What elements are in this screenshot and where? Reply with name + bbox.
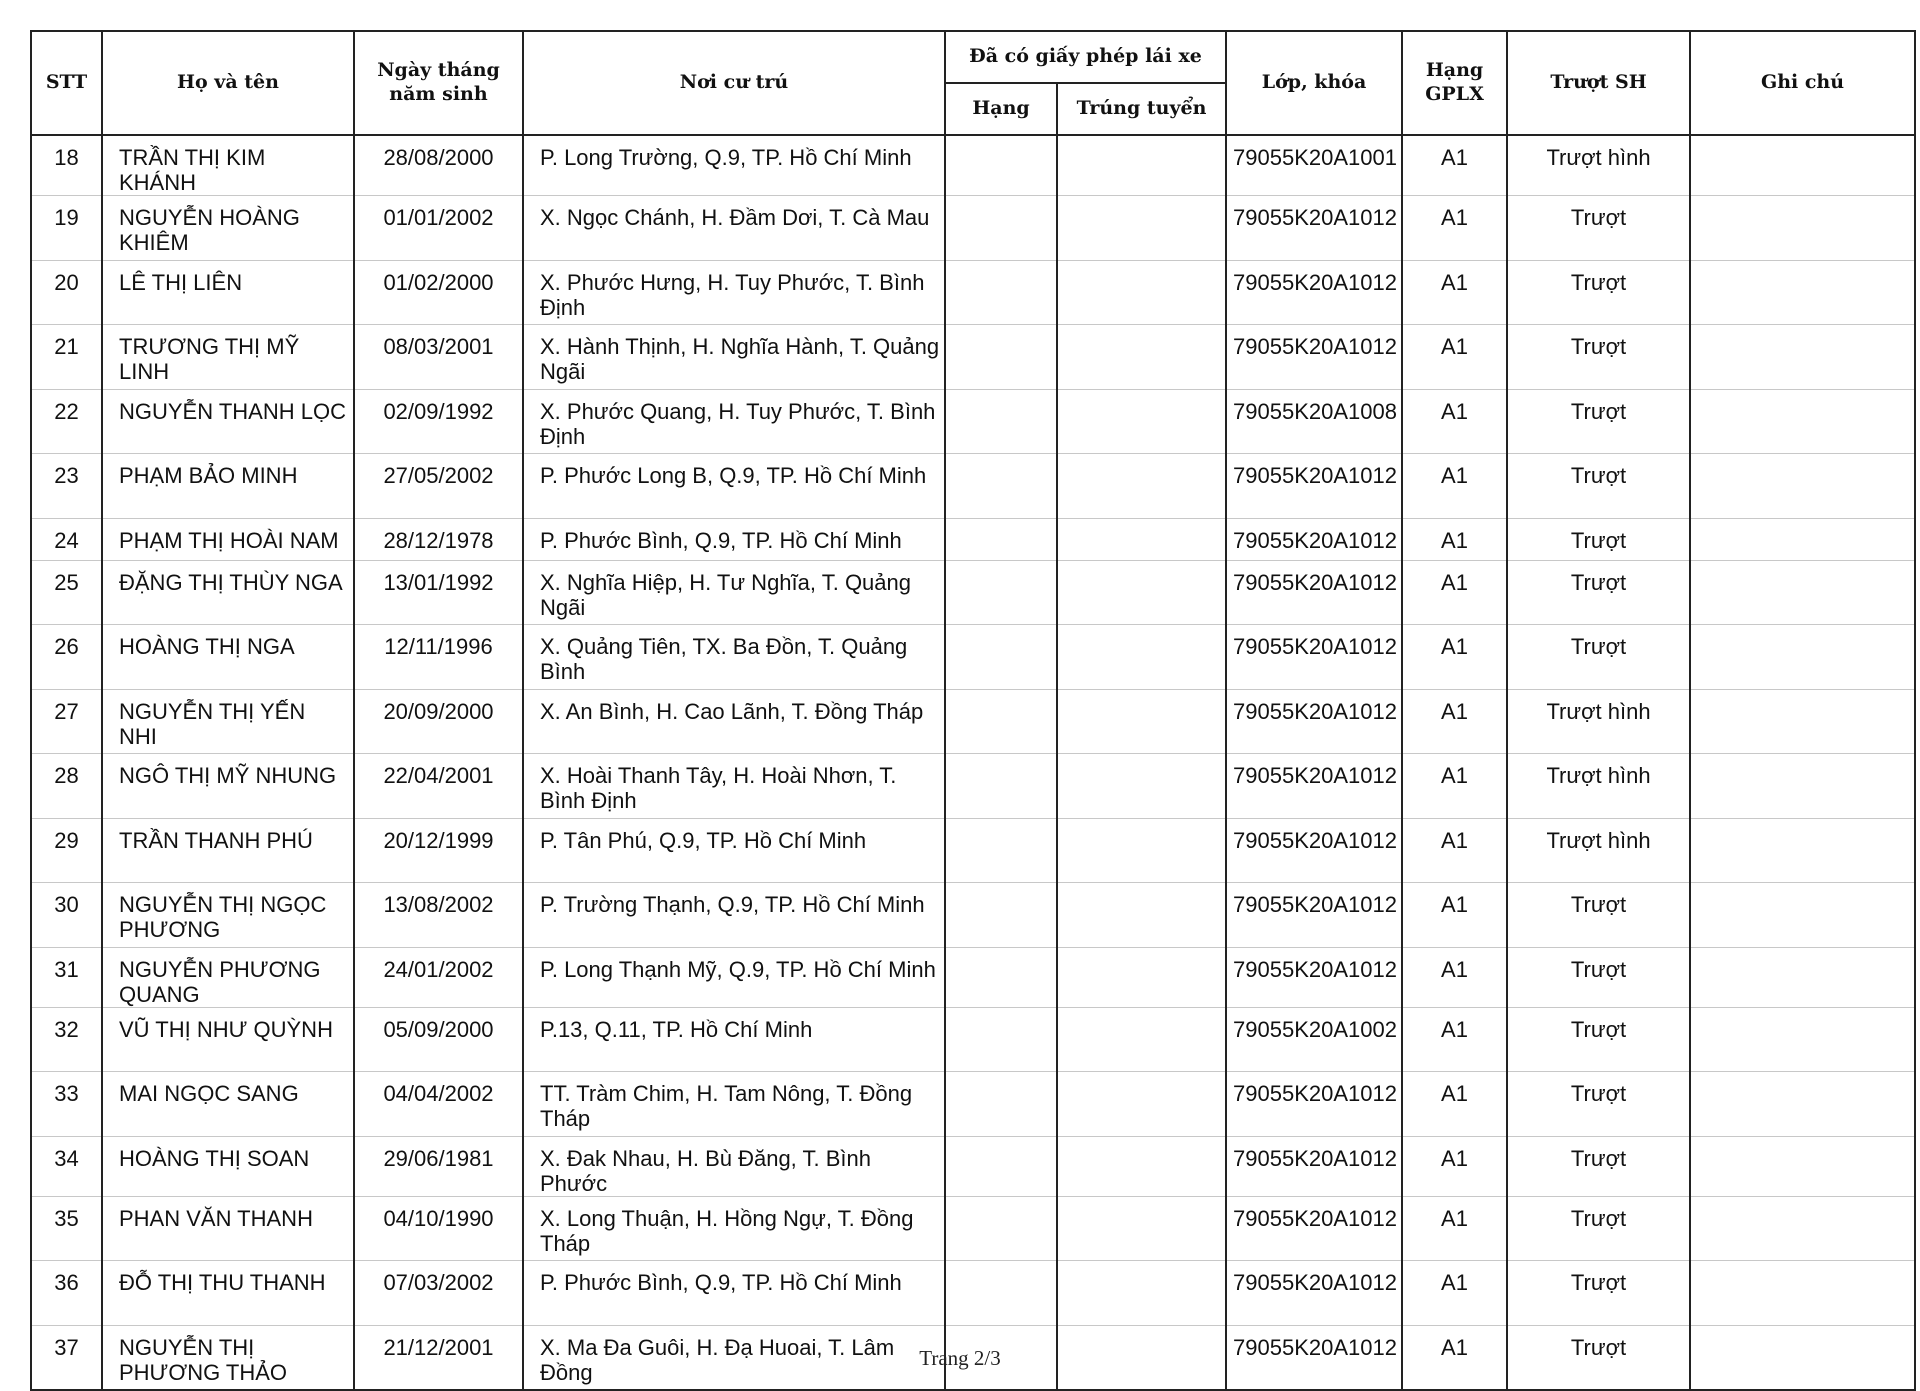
cell-address: X. Ma Đa Guôi, H. Đạ Huoai, T. Lâm Đồng: [523, 1325, 945, 1390]
cell-course: 79055K20A1012: [1226, 625, 1402, 690]
table-body: [31, 135, 1915, 1390]
cell-note: [1690, 454, 1915, 519]
cell-dob: 01/01/2002: [354, 196, 523, 261]
cell-result: Trượt hình: [1507, 818, 1690, 883]
cell-gplx-class: A1: [1402, 1261, 1507, 1326]
cell-note: [1690, 389, 1915, 454]
table-row: [31, 389, 1915, 454]
cell-license-passed: [1057, 1136, 1226, 1196]
cell-result: Trượt: [1507, 1325, 1690, 1390]
table-row: [31, 454, 1915, 519]
cell-stt: 19: [31, 196, 102, 261]
cell-dob: 12/11/1996: [354, 625, 523, 690]
cell-gplx-class: A1: [1402, 260, 1507, 325]
cell-license-class: [945, 389, 1057, 454]
cell-course: 79055K20A1012: [1226, 560, 1402, 625]
cell-stt: 21: [31, 325, 102, 390]
cell-license-class: [945, 325, 1057, 390]
cell-license-passed: [1057, 1007, 1226, 1072]
cell-address: X. Long Thuận, H. Hồng Ngự, T. Đồng Tháp: [523, 1196, 945, 1261]
cell-gplx-class: A1: [1402, 754, 1507, 819]
header-result: Trượt SH: [1507, 31, 1690, 135]
cell-license-passed: [1057, 754, 1226, 819]
cell-gplx-class: A1: [1402, 196, 1507, 261]
cell-dob: 28/08/2000: [354, 135, 523, 196]
cell-license-passed: [1057, 260, 1226, 325]
cell-dob: 22/04/2001: [354, 754, 523, 819]
cell-dob: 21/12/2001: [354, 1325, 523, 1390]
cell-license-class: [945, 625, 1057, 690]
cell-course: 79055K20A1001: [1226, 135, 1402, 196]
cell-license-passed: [1057, 196, 1226, 261]
cell-gplx-class: A1: [1402, 1072, 1507, 1137]
cell-result: Trượt: [1507, 560, 1690, 625]
cell-license-passed: [1057, 560, 1226, 625]
cell-name: NGÔ THỊ MỸ NHUNG: [102, 754, 354, 819]
table-row: [31, 1261, 1915, 1326]
cell-license-class: [945, 689, 1057, 754]
cell-address: TT. Tràm Chim, H. Tam Nông, T. Đồng Tháp: [523, 1072, 945, 1137]
header-license-passed: Trúng tuyển: [1057, 83, 1226, 135]
cell-name: NGUYỄN PHƯƠNG QUANG: [102, 947, 354, 1007]
cell-note: [1690, 883, 1915, 948]
cell-course: 79055K20A1012: [1226, 518, 1402, 560]
cell-result: Trượt: [1507, 883, 1690, 948]
cell-dob: 07/03/2002: [354, 1261, 523, 1326]
cell-note: [1690, 518, 1915, 560]
table-row: [31, 754, 1915, 819]
page-number: Trang 2/3: [919, 1346, 1001, 1370]
cell-note: [1690, 947, 1915, 1007]
cell-stt: 24: [31, 518, 102, 560]
cell-stt: 22: [31, 389, 102, 454]
cell-address: X. Quảng Tiên, TX. Ba Đồn, T. Quảng Bình: [523, 625, 945, 690]
cell-name: VŨ THỊ NHƯ QUỲNH: [102, 1007, 354, 1072]
cell-stt: 33: [31, 1072, 102, 1137]
cell-name: ĐẶNG THỊ THÙY NGA: [102, 560, 354, 625]
cell-license-class: [945, 135, 1057, 196]
cell-course: 79055K20A1012: [1226, 689, 1402, 754]
cell-gplx-class: A1: [1402, 1325, 1507, 1390]
cell-course: 79055K20A1012: [1226, 325, 1402, 390]
cell-address: X. Hành Thịnh, H. Nghĩa Hành, T. Quảng Ngãi: [523, 325, 945, 390]
cell-address: P. Long Trường, Q.9, TP. Hồ Chí Minh: [523, 135, 945, 196]
table-row: [31, 196, 1915, 261]
cell-result: Trượt: [1507, 518, 1690, 560]
cell-address: X. An Bình, H. Cao Lãnh, T. Đồng Tháp: [523, 689, 945, 754]
table-row: [31, 1072, 1915, 1137]
cell-result: Trượt: [1507, 260, 1690, 325]
cell-license-passed: [1057, 689, 1226, 754]
cell-note: [1690, 1261, 1915, 1326]
cell-address: P.13, Q.11, TP. Hồ Chí Minh: [523, 1007, 945, 1072]
header-address: Nơi cư trú: [523, 31, 945, 135]
cell-dob: 01/02/2000: [354, 260, 523, 325]
cell-note: [1690, 1136, 1915, 1196]
cell-note: [1690, 135, 1915, 196]
cell-result: Trượt: [1507, 389, 1690, 454]
table-row: [31, 883, 1915, 948]
cell-license-class: [945, 560, 1057, 625]
cell-stt: 34: [31, 1136, 102, 1196]
cell-result: Trượt: [1507, 1072, 1690, 1137]
cell-address: P. Tân Phú, Q.9, TP. Hồ Chí Minh: [523, 818, 945, 883]
cell-license-class: [945, 1261, 1057, 1326]
cell-stt: 30: [31, 883, 102, 948]
cell-name: PHẠM THỊ HOÀI NAM: [102, 518, 354, 560]
cell-gplx-class: A1: [1402, 560, 1507, 625]
cell-result: Trượt: [1507, 625, 1690, 690]
cell-gplx-class: A1: [1402, 518, 1507, 560]
cell-result: Trượt: [1507, 1196, 1690, 1261]
document-page: [30, 30, 1914, 1391]
header-name: Họ và tên: [102, 31, 354, 135]
cell-address: X. Phước Hưng, H. Tuy Phước, T. Bình Định: [523, 260, 945, 325]
cell-dob: 04/04/2002: [354, 1072, 523, 1137]
cell-stt: 23: [31, 454, 102, 519]
cell-license-class: [945, 454, 1057, 519]
cell-dob: 24/01/2002: [354, 947, 523, 1007]
cell-license-class: [945, 518, 1057, 560]
cell-stt: 28: [31, 754, 102, 819]
cell-gplx-class: A1: [1402, 389, 1507, 454]
cell-course: 79055K20A1012: [1226, 196, 1402, 261]
cell-note: [1690, 754, 1915, 819]
table-row: [31, 1136, 1915, 1196]
cell-license-class: [945, 260, 1057, 325]
cell-stt: 37: [31, 1325, 102, 1390]
cell-name: PHAN VĂN THANH: [102, 1196, 354, 1261]
cell-dob: 04/10/1990: [354, 1196, 523, 1261]
cell-license-class: [945, 947, 1057, 1007]
cell-course: 79055K20A1012: [1226, 818, 1402, 883]
cell-note: [1690, 818, 1915, 883]
table-header: [31, 31, 1915, 135]
cell-gplx-class: A1: [1402, 135, 1507, 196]
header-course: Lớp, khóa: [1226, 31, 1402, 135]
table-row: [31, 260, 1915, 325]
cell-result: Trượt: [1507, 196, 1690, 261]
table-row: [31, 135, 1915, 196]
cell-note: [1690, 1072, 1915, 1137]
cell-license-passed: [1057, 883, 1226, 948]
cell-course: 79055K20A1012: [1226, 454, 1402, 519]
cell-name: NGUYỄN THỊ YẾN NHI: [102, 689, 354, 754]
cell-name: TRƯƠNG THỊ MỸ LINH: [102, 325, 354, 390]
cell-course: 79055K20A1012: [1226, 947, 1402, 1007]
cell-license-passed: [1057, 1196, 1226, 1261]
cell-result: Trượt hình: [1507, 135, 1690, 196]
cell-stt: 31: [31, 947, 102, 1007]
cell-license-passed: [1057, 947, 1226, 1007]
cell-dob: 20/12/1999: [354, 818, 523, 883]
cell-dob: 02/09/1992: [354, 389, 523, 454]
cell-result: Trượt: [1507, 454, 1690, 519]
cell-license-class: [945, 196, 1057, 261]
cell-result: Trượt: [1507, 1261, 1690, 1326]
cell-dob: 28/12/1978: [354, 518, 523, 560]
cell-license-passed: [1057, 389, 1226, 454]
cell-name: HOÀNG THỊ SOAN: [102, 1136, 354, 1196]
cell-note: [1690, 560, 1915, 625]
cell-course: 79055K20A1012: [1226, 1196, 1402, 1261]
cell-name: MAI NGỌC SANG: [102, 1072, 354, 1137]
cell-result: Trượt hình: [1507, 689, 1690, 754]
cell-course: 79055K20A1012: [1226, 1261, 1402, 1326]
header-stt: STT: [31, 31, 102, 135]
cell-license-class: [945, 1196, 1057, 1261]
cell-gplx-class: A1: [1402, 1007, 1507, 1072]
cell-note: [1690, 1196, 1915, 1261]
header-license-group: Đã có giấy phép lái xe: [945, 31, 1226, 83]
cell-gplx-class: A1: [1402, 625, 1507, 690]
cell-address: P. Phước Bình, Q.9, TP. Hồ Chí Minh: [523, 1261, 945, 1326]
cell-name: ĐỖ THỊ THU THANH: [102, 1261, 354, 1326]
cell-dob: 20/09/2000: [354, 689, 523, 754]
cell-address: P. Phước Long B, Q.9, TP. Hồ Chí Minh: [523, 454, 945, 519]
cell-license-class: [945, 1007, 1057, 1072]
header-license-class: Hạng: [945, 83, 1057, 135]
table-row: [31, 689, 1915, 754]
cell-name: NGUYỄN THỊ PHƯƠNG THẢO: [102, 1325, 354, 1390]
cell-address: X. Hoài Thanh Tây, H. Hoài Nhơn, T. Bình Định: [523, 754, 945, 819]
table-row: [31, 625, 1915, 690]
cell-gplx-class: A1: [1402, 454, 1507, 519]
cell-dob: 27/05/2002: [354, 454, 523, 519]
table-row: [31, 1196, 1915, 1261]
cell-gplx-class: A1: [1402, 325, 1507, 390]
cell-address: X. Nghĩa Hiệp, H. Tư Nghĩa, T. Quảng Ngãi: [523, 560, 945, 625]
cell-license-passed: [1057, 625, 1226, 690]
cell-license-passed: [1057, 325, 1226, 390]
cell-course: 79055K20A1008: [1226, 389, 1402, 454]
cell-note: [1690, 625, 1915, 690]
cell-course: 79055K20A1012: [1226, 1136, 1402, 1196]
table-row: [31, 1007, 1915, 1072]
cell-name: TRẦN THỊ KIM KHÁNH: [102, 135, 354, 196]
cell-address: X. Ngọc Chánh, H. Đầm Dơi, T. Cà Mau: [523, 196, 945, 261]
header-note: Ghi chú: [1690, 31, 1915, 135]
cell-result: Trượt: [1507, 325, 1690, 390]
cell-note: [1690, 325, 1915, 390]
cell-license-class: [945, 818, 1057, 883]
cell-stt: 27: [31, 689, 102, 754]
cell-stt: 35: [31, 1196, 102, 1261]
cell-name: PHẠM BẢO MINH: [102, 454, 354, 519]
cell-dob: 08/03/2001: [354, 325, 523, 390]
cell-address: P. Phước Bình, Q.9, TP. Hồ Chí Minh: [523, 518, 945, 560]
cell-course: 79055K20A1012: [1226, 1325, 1402, 1390]
cell-stt: 26: [31, 625, 102, 690]
cell-result: Trượt hình: [1507, 754, 1690, 819]
cell-name: NGUYỄN HOÀNG KHIÊM: [102, 196, 354, 261]
cell-dob: 29/06/1981: [354, 1136, 523, 1196]
cell-stt: 29: [31, 818, 102, 883]
cell-note: [1690, 1007, 1915, 1072]
table-row: [31, 818, 1915, 883]
cell-license-passed: [1057, 1261, 1226, 1326]
table-row: [31, 560, 1915, 625]
cell-address: X. Phước Quang, H. Tuy Phước, T. Bình Định: [523, 389, 945, 454]
table-row: [31, 947, 1915, 1007]
header-dob: Ngày tháng năm sinh: [354, 31, 523, 135]
cell-gplx-class: A1: [1402, 818, 1507, 883]
cell-license-passed: [1057, 454, 1226, 519]
cell-gplx-class: A1: [1402, 883, 1507, 948]
cell-gplx-class: A1: [1402, 947, 1507, 1007]
cell-license-class: [945, 754, 1057, 819]
cell-result: Trượt: [1507, 947, 1690, 1007]
cell-gplx-class: A1: [1402, 1136, 1507, 1196]
cell-stt: 25: [31, 560, 102, 625]
cell-result: Trượt: [1507, 1007, 1690, 1072]
cell-note: [1690, 196, 1915, 261]
table-row: [31, 518, 1915, 560]
cell-license-class: [945, 1072, 1057, 1137]
cell-course: 79055K20A1012: [1226, 883, 1402, 948]
cell-name: HOÀNG THỊ NGA: [102, 625, 354, 690]
cell-course: 79055K20A1012: [1226, 260, 1402, 325]
cell-dob: 13/08/2002: [354, 883, 523, 948]
cell-name: TRẦN THANH PHÚ: [102, 818, 354, 883]
cell-stt: 36: [31, 1261, 102, 1326]
cell-license-passed: [1057, 135, 1226, 196]
cell-result: Trượt: [1507, 1136, 1690, 1196]
cell-license-passed: [1057, 518, 1226, 560]
cell-stt: 32: [31, 1007, 102, 1072]
cell-license-class: [945, 883, 1057, 948]
cell-license-passed: [1057, 818, 1226, 883]
cell-note: [1690, 260, 1915, 325]
cell-course: 79055K20A1012: [1226, 1072, 1402, 1137]
cell-name: LÊ THỊ LIÊN: [102, 260, 354, 325]
cell-gplx-class: A1: [1402, 689, 1507, 754]
cell-address: X. Đak Nhau, H. Bù Đăng, T. Bình Phước: [523, 1136, 945, 1196]
cell-address: P. Trường Thạnh, Q.9, TP. Hồ Chí Minh: [523, 883, 945, 948]
table-row: [31, 325, 1915, 390]
header-gplx-class: Hạng GPLX: [1402, 31, 1507, 135]
cell-license-class: [945, 1136, 1057, 1196]
cell-address: P. Long Thạnh Mỹ, Q.9, TP. Hồ Chí Minh: [523, 947, 945, 1007]
cell-dob: 13/01/1992: [354, 560, 523, 625]
cell-name: NGUYỄN THỊ NGỌC PHƯƠNG: [102, 883, 354, 948]
cell-name: NGUYỄN THANH LỌC: [102, 389, 354, 454]
cell-gplx-class: A1: [1402, 1196, 1507, 1261]
cell-note: [1690, 689, 1915, 754]
exam-results-table: [30, 30, 1916, 1391]
cell-license-passed: [1057, 1072, 1226, 1137]
cell-course: 79055K20A1012: [1226, 754, 1402, 819]
cell-stt: 18: [31, 135, 102, 196]
cell-dob: 05/09/2000: [354, 1007, 523, 1072]
cell-stt: 20: [31, 260, 102, 325]
cell-course: 79055K20A1002: [1226, 1007, 1402, 1072]
